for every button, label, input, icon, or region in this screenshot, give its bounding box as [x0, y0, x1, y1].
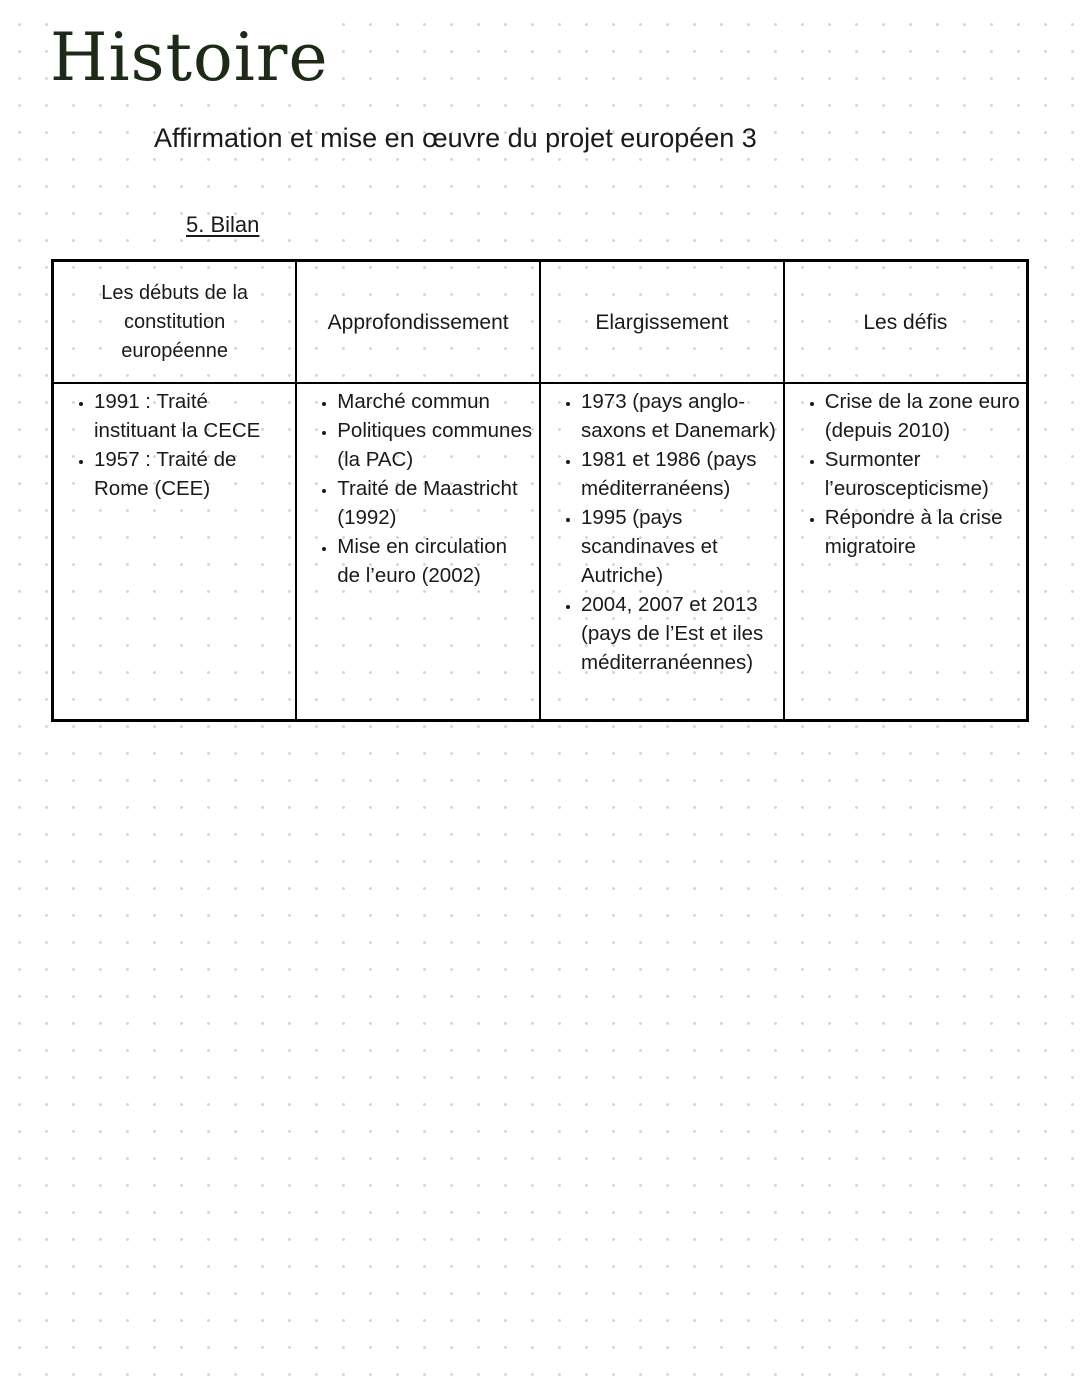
cell-debuts-constitution — [53, 383, 297, 721]
list-item: • 1957 : Traité de Rome (CEE) — [94, 445, 291, 503]
list-item: • 1973 (pays anglo-saxons et Danemark) — [581, 387, 779, 445]
lesson-subtitle: Affirmation et mise en œuvre du projet européen 3 — [154, 123, 757, 153]
list-item: • 1981 et 1986 (pays méditerranéens) — [581, 445, 779, 503]
table-header-row — [53, 261, 1028, 384]
elargissement-list — [541, 387, 779, 677]
list-item: • Mise en circulation de l’euro (2002) — [337, 532, 535, 590]
list-item: • Répondre à la crise migratoire — [825, 503, 1022, 561]
cell-approfondissement — [296, 383, 540, 721]
list-item: • Politiques communes (la PAC) — [337, 416, 535, 474]
cell-defis — [784, 383, 1028, 721]
approfondissement-list — [297, 387, 535, 590]
debuts-list — [54, 387, 291, 503]
section-heading-bilan: 5. Bilan — [186, 212, 260, 237]
cell-elargissement — [540, 383, 784, 721]
defis-list — [785, 387, 1022, 561]
table-content-row — [53, 383, 1028, 721]
page-title: Histoire — [50, 18, 337, 98]
list-item: • 2004, 2007 et 2013 (pays de l’Est et iles méditerranéennes) — [581, 590, 779, 677]
list-item: • Crise de la zone euro (depuis 2010) — [825, 387, 1022, 445]
list-item: • Marché commun — [337, 387, 535, 416]
list-item: • 1991 : Traité instituant la CECE — [94, 387, 291, 445]
list-item: • Surmonter l’euroscepticisme) — [825, 445, 1022, 503]
list-item: • 1995 (pays scandinaves et Autriche) — [581, 503, 779, 590]
header-elargissement: Elargissement — [540, 261, 784, 384]
header-debuts-constitution: Les débuts de la constitution européenne — [53, 261, 297, 384]
header-approfondissement: Approfondissement — [296, 261, 540, 384]
header-defis: Les défis — [784, 261, 1028, 384]
bilan-table — [51, 259, 1029, 722]
list-item: • Traité de Maastricht (1992) — [337, 474, 535, 532]
